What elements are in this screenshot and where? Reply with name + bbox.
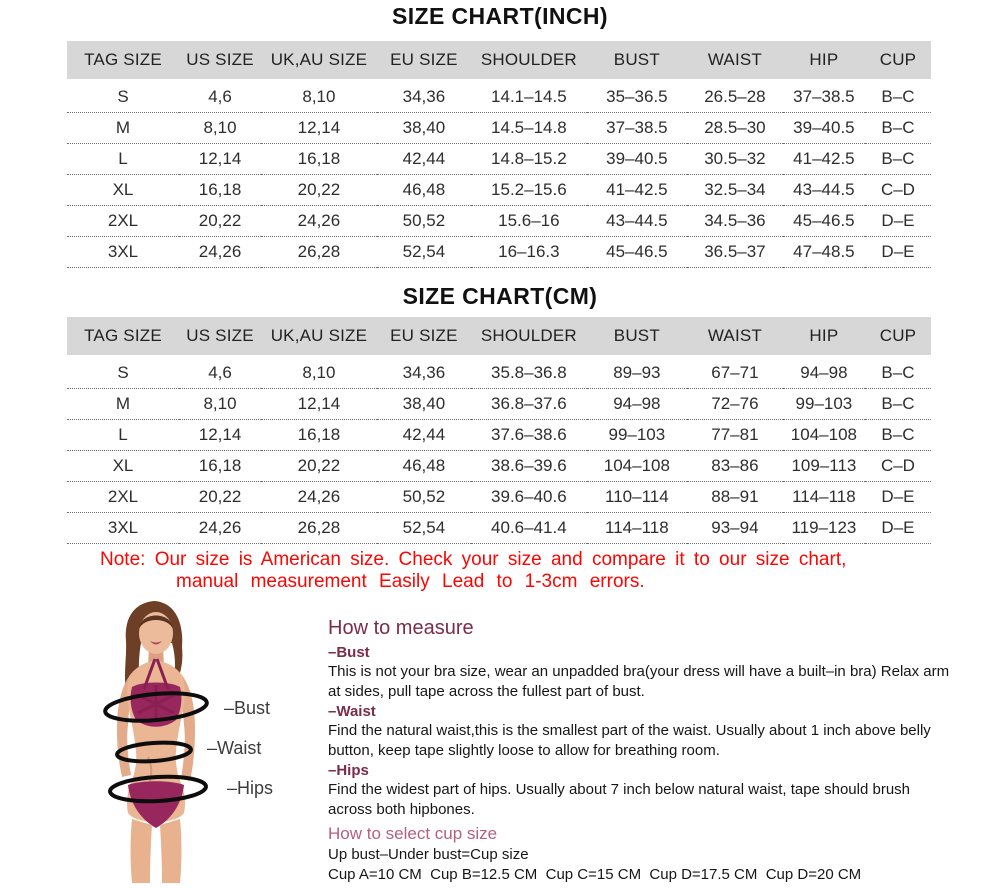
- measure-bust-text: This is not your bra size, wear an unpadded bra(your dress will have a built–in bra) Relax arm at sides, pull tape across the fullest part of bust.: [328, 663, 950, 700]
- size-cell: 52,54: [377, 237, 471, 268]
- column-header: TAG SIZE: [84, 326, 162, 345]
- size-cell: 16,18: [261, 144, 377, 175]
- size-cell: 37.6–38.6: [471, 420, 587, 451]
- column-header: SHOULDER: [480, 326, 577, 345]
- size-cell: 35.8–36.8: [471, 355, 587, 389]
- measure-figure-image: [88, 597, 328, 883]
- size-cell: 14.5–14.8: [471, 113, 587, 144]
- size-cell: 46,48: [377, 451, 471, 482]
- table-row: [67, 237, 931, 268]
- size-cell: 24,26: [179, 237, 261, 268]
- size-note-line1: Note: Our size is American size. Check your size and compare it to our size chart,: [100, 549, 847, 570]
- size-cell: 42,44: [377, 144, 471, 175]
- size-chart-inch-title: SIZE CHART(INCH): [392, 3, 608, 29]
- size-cell: 39–40.5: [783, 113, 865, 144]
- size-cell: 20,22: [261, 175, 377, 206]
- size-cell: B–C: [865, 113, 931, 144]
- cup-size-title: How to select cup size: [328, 824, 498, 843]
- size-cell: 50,52: [377, 206, 471, 237]
- size-cell: 3XL: [67, 513, 179, 544]
- size-cell: D–E: [865, 237, 931, 268]
- how-to-measure-title: How to measure: [328, 617, 474, 639]
- size-cell: D–E: [865, 513, 931, 544]
- size-cell: 37–38.5: [587, 113, 687, 144]
- size-cell: 94–98: [587, 389, 687, 420]
- size-cell: 45–46.5: [587, 237, 687, 268]
- size-cell: 38,40: [377, 389, 471, 420]
- size-cell: B–C: [865, 389, 931, 420]
- size-cell: 4,6: [179, 355, 261, 389]
- size-cell: 16,18: [179, 175, 261, 206]
- size-chart-inch-table: [67, 41, 931, 268]
- size-cell: 47–48.5: [783, 237, 865, 268]
- size-cell: 16,18: [261, 420, 377, 451]
- table-row: [67, 389, 931, 420]
- size-cell: 24,26: [261, 482, 377, 513]
- size-cell: 28.5–30: [687, 113, 783, 144]
- size-cell: 34.5–36: [687, 206, 783, 237]
- size-cell: 110–114: [587, 482, 687, 513]
- size-cell: 41–42.5: [783, 144, 865, 175]
- column-header: CUP: [879, 326, 917, 345]
- measure-hips-text: Find the widest part of hips. Usually about 7 inch below natural waist, tape should brush across both hipbones.: [328, 781, 910, 818]
- column-header: EU SIZE: [390, 326, 458, 345]
- table-row: [67, 482, 931, 513]
- size-note-line2: manual measurement Easily Lead to 1-3cm errors.: [176, 571, 645, 592]
- table-row: [67, 113, 931, 144]
- size-cell: 8,10: [261, 355, 377, 389]
- size-cell: 39.6–40.6: [471, 482, 587, 513]
- table-row: [67, 355, 931, 389]
- size-cell: 20,22: [179, 482, 261, 513]
- size-cell: 26.5–28: [687, 79, 783, 113]
- size-cell: 52,54: [377, 513, 471, 544]
- size-cell: 99–103: [587, 420, 687, 451]
- how-to-measure-section: [328, 617, 950, 885]
- figure-right-leg: [131, 819, 153, 883]
- size-cell: 2XL: [67, 482, 179, 513]
- size-cell: 36.8–37.6: [471, 389, 587, 420]
- size-cell: 43–44.5: [587, 206, 687, 237]
- size-cell: 15.6–16: [471, 206, 587, 237]
- size-cell: 94–98: [783, 355, 865, 389]
- column-header: EU SIZE: [390, 50, 458, 69]
- size-cell: 104–108: [783, 420, 865, 451]
- size-cell: 40.6–41.4: [471, 513, 587, 544]
- size-cell: 35–36.5: [587, 79, 687, 113]
- size-cell: 20,22: [261, 451, 377, 482]
- cup-formula: Up bust–Under bust=Cup size: [328, 846, 529, 863]
- size-cell: 119–123: [783, 513, 865, 544]
- table-row: [67, 144, 931, 175]
- size-cell: 15.2–15.6: [471, 175, 587, 206]
- size-cell: 67–71: [687, 355, 783, 389]
- size-cell: 26,28: [261, 513, 377, 544]
- size-cell: B–C: [865, 79, 931, 113]
- cup-values: Cup A=10 CM Cup B=12.5 CM Cup C=15 CM Cup D=17.5 CM Cup D=20 CM: [328, 866, 862, 883]
- size-cell: 8,10: [179, 113, 261, 144]
- column-header: TAG SIZE: [84, 50, 162, 69]
- size-cell: 37–38.5: [783, 79, 865, 113]
- size-cell: 45–46.5: [783, 206, 865, 237]
- size-cell: 26,28: [261, 237, 377, 268]
- column-header: US SIZE: [186, 50, 254, 69]
- size-cell: 34,36: [377, 79, 471, 113]
- table-row: [67, 451, 931, 482]
- size-cell: 114–118: [587, 513, 687, 544]
- size-cell: 20,22: [179, 206, 261, 237]
- size-chart-cm-title: SIZE CHART(CM): [402, 283, 598, 309]
- size-cell: 34,36: [377, 355, 471, 389]
- figure-hips-label: –Hips: [227, 778, 274, 798]
- column-header: US SIZE: [186, 326, 254, 345]
- figure-waist-label: –Waist: [207, 738, 262, 758]
- size-cell: 41–42.5: [587, 175, 687, 206]
- size-cell: 42,44: [377, 420, 471, 451]
- column-header: CUP: [879, 50, 917, 69]
- size-cell: 24,26: [261, 206, 377, 237]
- table-row: [67, 206, 931, 237]
- size-cell: 16,18: [179, 451, 261, 482]
- size-cell: C–D: [865, 451, 931, 482]
- size-cell: 16–16.3: [471, 237, 587, 268]
- size-cell: 12,14: [261, 113, 377, 144]
- woman-figure-illustration: [88, 597, 328, 883]
- size-cell: 89–93: [587, 355, 687, 389]
- column-header: BUST: [613, 326, 660, 345]
- size-cell: 38,40: [377, 113, 471, 144]
- column-header: BUST: [613, 50, 660, 69]
- column-header: HIP: [809, 50, 839, 69]
- size-cell: 50,52: [377, 482, 471, 513]
- size-cell: D–E: [865, 482, 931, 513]
- size-cell: M: [67, 113, 179, 144]
- size-cell: S: [67, 355, 179, 389]
- size-cell: 12,14: [179, 144, 261, 175]
- column-header: WAIST: [707, 326, 763, 345]
- size-cell: L: [67, 420, 179, 451]
- size-cell: 36.5–37: [687, 237, 783, 268]
- size-cell: 14.8–15.2: [471, 144, 587, 175]
- size-cell: 8,10: [261, 79, 377, 113]
- size-note: [100, 549, 960, 593]
- size-cell: XL: [67, 451, 179, 482]
- size-cell: S: [67, 79, 179, 113]
- table-row: [67, 513, 931, 544]
- table-row: [67, 175, 931, 206]
- figure-left-leg: [160, 819, 182, 883]
- size-cell: 32.5–34: [687, 175, 783, 206]
- header-row: [67, 317, 931, 355]
- size-cell: B–C: [865, 420, 931, 451]
- column-header: WAIST: [707, 50, 763, 69]
- column-header: HIP: [809, 326, 839, 345]
- size-cell: 2XL: [67, 206, 179, 237]
- size-cell: 4,6: [179, 79, 261, 113]
- size-cell: B–C: [865, 355, 931, 389]
- table-row: [67, 79, 931, 113]
- measure-waist-heading: –Waist: [328, 703, 376, 720]
- size-cell: D–E: [865, 206, 931, 237]
- figure-bust-label: –Bust: [224, 698, 271, 718]
- measure-bust-heading: –Bust: [328, 644, 370, 661]
- size-cell: 114–118: [783, 482, 865, 513]
- size-cell: C–D: [865, 175, 931, 206]
- size-cell: 3XL: [67, 237, 179, 268]
- size-cell: 43–44.5: [783, 175, 865, 206]
- column-header: UK,AU SIZE: [270, 326, 368, 345]
- size-cell: 77–81: [687, 420, 783, 451]
- size-chart-cm-table: [67, 317, 931, 544]
- size-cell: 46,48: [377, 175, 471, 206]
- size-cell: 88–91: [687, 482, 783, 513]
- size-cell: 30.5–32: [687, 144, 783, 175]
- size-cell: 12,14: [261, 389, 377, 420]
- size-cell: 24,26: [179, 513, 261, 544]
- size-cell: 93–94: [687, 513, 783, 544]
- measure-waist-text: Find the natural waist,this is the smallest part of the waist. Usually about 1 inch above belly button, keep tape slightly loose to allow for breathing room.: [328, 722, 931, 759]
- header-row: [67, 41, 931, 79]
- size-cell: 8,10: [179, 389, 261, 420]
- size-cell: 12,14: [179, 420, 261, 451]
- size-cell: 83–86: [687, 451, 783, 482]
- column-header: SHOULDER: [480, 50, 577, 69]
- size-cell: 39–40.5: [587, 144, 687, 175]
- measure-hips-heading: –Hips: [328, 762, 369, 779]
- size-cell: 38.6–39.6: [471, 451, 587, 482]
- size-cell: XL: [67, 175, 179, 206]
- size-cell: 72–76: [687, 389, 783, 420]
- size-cell: 109–113: [783, 451, 865, 482]
- size-cell: L: [67, 144, 179, 175]
- size-cell: 14.1–14.5: [471, 79, 587, 113]
- size-cell: M: [67, 389, 179, 420]
- column-header: UK,AU SIZE: [270, 50, 368, 69]
- table-row: [67, 420, 931, 451]
- size-cell: 104–108: [587, 451, 687, 482]
- size-cell: B–C: [865, 144, 931, 175]
- size-cell: 99–103: [783, 389, 865, 420]
